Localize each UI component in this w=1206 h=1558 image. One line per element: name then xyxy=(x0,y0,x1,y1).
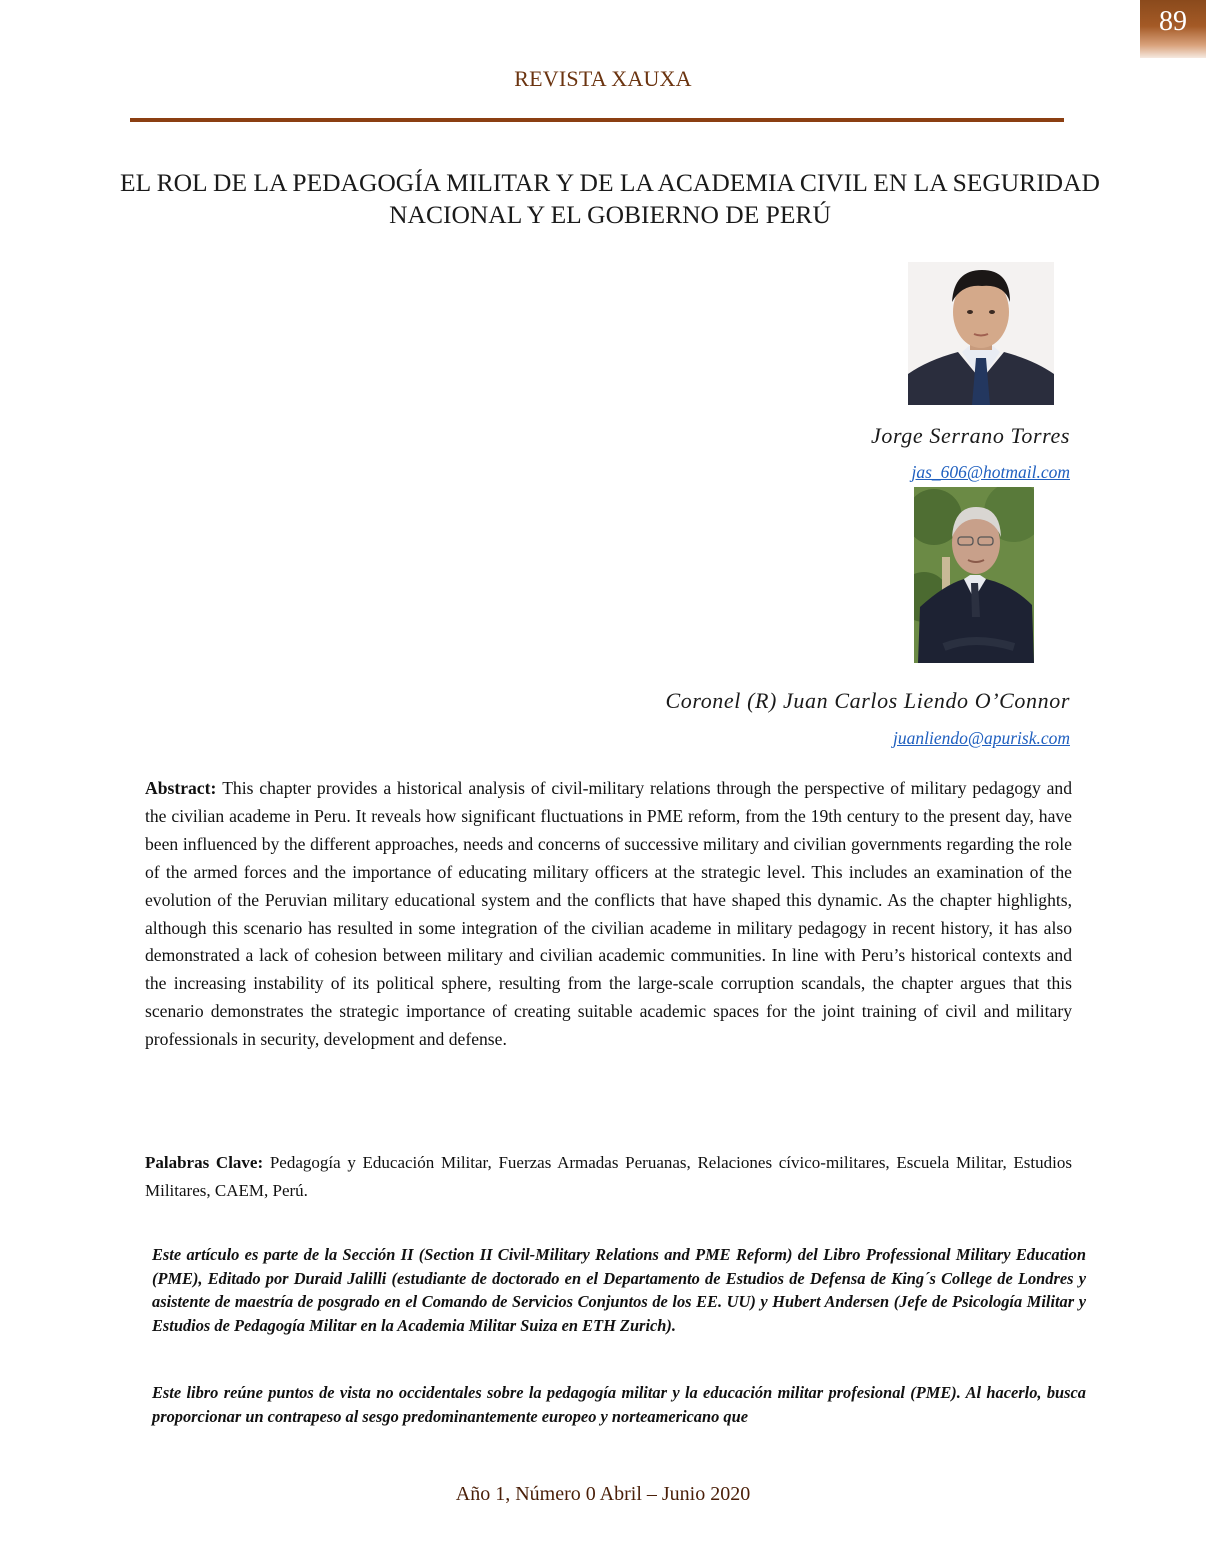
header-divider xyxy=(130,118,1064,122)
author-name-1: Jorge Serrano Torres xyxy=(870,423,1070,448)
abstract-text: This chapter provides a historical analysis of civil-military relations through the perspective of military pedagogy and the civilian academe in Peru. It reveals how significant fluctuations in PME reform, from the 19th century to the present day, have been influenced by the different approaches, needs and concerns of successive military and civilian governments regarding the role of the armed forces and the importance of educating military officers at the strategic level. This includes an examination of the evolution of the Peruvian military educational system and the conflicts that have shaped this dynamic. As the chapter highlights, although this scenario has resulted in some integration of the civilian academe in military pedagogy in recent history, it has also demonstrated a lack of cohesion between military and civilian academic communities. In line with Peru’s historical contexts and the increasing instability of its political sphere, resulting from the large-scale corruption scandals, the chapter argues that this scenario demonstrates the strategic importance of creating suitable academic spaces for the joint training of civil and military professionals in security, development and defense. xyxy=(145,778,1073,1050)
keywords-section xyxy=(145,1149,1072,1205)
author-photo-2 xyxy=(914,487,1034,663)
author-name-2: Coronel (R) Juan Carlos Liendo O’Connor xyxy=(665,688,1070,713)
author-email-link-1[interactable]: jas_606@hotmail.com xyxy=(911,462,1070,482)
portrait-image xyxy=(908,262,1054,405)
author-photo-1 xyxy=(908,262,1054,405)
publication-note: Este artículo es parte de la Sección II (Section II Civil-Military Relations and PME Reform) del Libro Professional Military Education (PME), Editado por Duraid Jalilli (estudiante de doctorado en el Departamento de Estudios de Defensa de King´s College de Londres y asistente de maestría de posgrado en el Comando de Servicios Conjuntos de los EE. UU) y Hubert Andersen (Jefe de Psicología Militar y Estudios de Pedagogía Militar en la Academia Militar Suiza en ETH Zurich). xyxy=(152,1245,1086,1335)
abstract-label: Abstract: xyxy=(145,778,223,798)
journal-header: REVISTA XAUXA xyxy=(514,66,692,91)
portrait-image xyxy=(914,487,1034,663)
page-number-badge: 89 xyxy=(1140,0,1206,58)
keywords-text: Pedagogía y Educación Militar, Fuerzas Armadas Peruanas, Relaciones cívico-militares, Escuela Militar, Estudios Militares, CAEM, Perú. xyxy=(145,1153,1072,1200)
abstract-section xyxy=(145,775,1072,1054)
article-title: EL ROL DE LA PEDAGOGÍA MILITAR Y DE LA ACADEMIA CIVIL EN LA SEGURIDAD NACIONAL Y EL GOBIERNO DE PERÚ xyxy=(120,168,1100,229)
author-email-link-2[interactable]: juanliendo@apurisk.com xyxy=(893,728,1070,748)
book-description-note: Este libro reúne puntos de vista no occidentales sobre la pedagogía militar y la educación militar profesional (PME). Al hacerlo, busca proporcionar un contrapeso al sesgo predominantemente europeo y norteamericano que xyxy=(152,1383,1086,1426)
keywords-label: Palabras Clave: xyxy=(145,1153,270,1172)
issue-footer: Año 1, Número 0 Abril – Junio 2020 xyxy=(455,1483,751,1505)
